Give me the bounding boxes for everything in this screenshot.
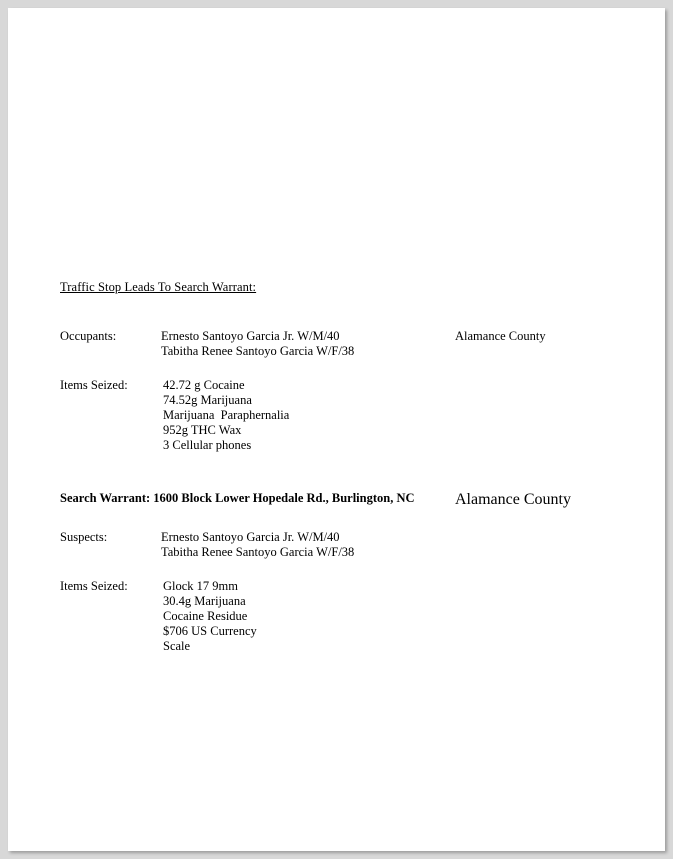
traffic-stop-items-seized-row [60,378,620,453]
items-seized-item: 42.72 g Cocaine [163,378,245,392]
items-seized-label: Items Seized: [60,579,128,593]
occupant-item: Ernesto Santoyo Garcia Jr. W/M/40 [161,329,340,343]
items-seized-item: Cocaine Residue [163,609,248,623]
occupant-item: Tabitha Renee Santoyo Garcia W/F/38 [161,344,355,358]
items-seized-values [160,579,620,654]
items-seized-item: Glock 17 9mm [163,579,238,593]
suspects-row [60,530,620,560]
document-page [8,8,665,851]
section-heading: Traffic Stop Leads To Search Warrant: [60,280,257,294]
search-warrant-heading-row [60,491,620,506]
occupants-label: Occupants: [60,329,117,343]
traffic-stop-county: Alamance County [455,329,546,343]
suspect-item: Ernesto Santoyo Garcia Jr. W/M/40 [161,530,340,544]
items-seized-item: 74.52g Marijuana [163,393,252,407]
search-warrant-items-seized-row [60,579,620,654]
items-seized-label: Items Seized: [60,378,128,392]
document-body [60,280,620,673]
suspect-item: Tabitha Renee Santoyo Garcia W/F/38 [161,545,355,559]
items-seized-item: Scale [163,639,191,653]
search-warrant-county: Alamance County [455,491,571,508]
items-seized-values [160,378,620,453]
items-seized-item: 30.4g Marijuana [163,594,246,608]
suspects-values [160,530,620,560]
items-seized-item: 3 Cellular phones [163,438,252,452]
occupants-values [160,329,620,359]
items-seized-item: $706 US Currency [163,624,257,638]
items-seized-item: 952g THC Wax [163,423,242,437]
search-warrant-title: Search Warrant: 1600 Block Lower Hopedale Rd., Burlington, NC [60,491,415,505]
suspects-label: Suspects: [60,530,108,544]
occupants-row [60,329,620,359]
items-seized-item: Marijuana Paraphernalia [163,408,290,422]
